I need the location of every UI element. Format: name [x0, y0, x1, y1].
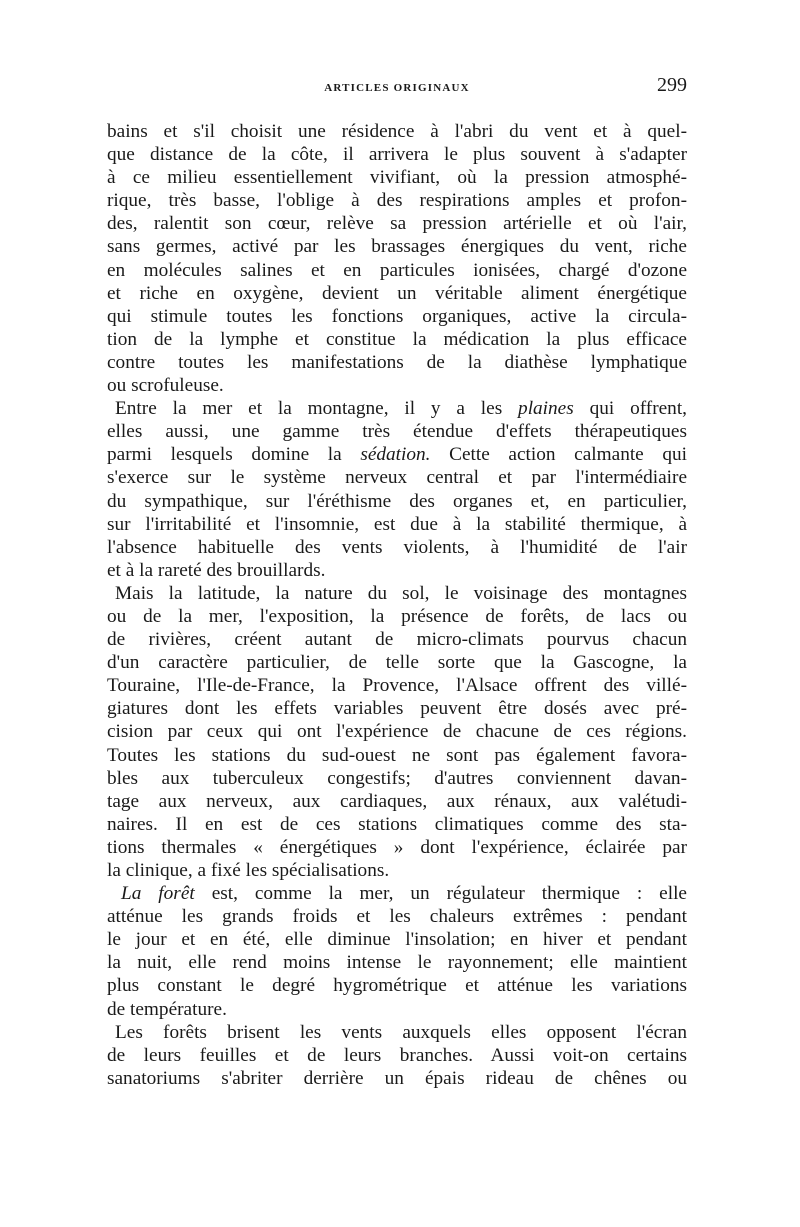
text-line: bains et s'il choisit une résidence à l'abri du vent et à quel-	[107, 121, 687, 142]
page-number: 299	[657, 74, 687, 96]
text-line: le jour et en été, elle diminue l'insolation; en hiver et pendant	[107, 929, 687, 951]
text-line: plus constant le degré hygrométrique et atténue les variations	[107, 975, 687, 997]
text-line: l'absence habituelle des vents violents, à l'humidité de l'air	[107, 536, 687, 558]
running-header	[107, 72, 687, 106]
text-line: sur l'irritabilité et l'insomnie, est due à la stabilité thermique, à	[107, 513, 687, 535]
text-line: d'un caractère particulier, de telle sorte que la Gascogne, la	[107, 652, 687, 674]
text-line: la clinique, a fixé les spécialisations.	[107, 860, 390, 881]
text-line: tions thermales « énergétiques » dont l'expérience, éclairée par	[107, 836, 687, 858]
header-title: ARTICLES ORIGINAUX	[324, 82, 470, 94]
text-segment: qui offrent,	[589, 398, 687, 420]
text-line: naires. Il en est de ces stations climatiques comme des sta-	[107, 813, 687, 835]
text-line: à ce milieu essentiellement vivifiant, où la pression atmosphé-	[107, 167, 687, 189]
text-line: en molécules salines et en particules ionisées, chargé d'ozone	[107, 259, 687, 281]
text-line: sanatoriums s'abriter derrière un épais rideau de chênes ou	[107, 1067, 687, 1089]
text-line: et riche en oxygène, devient un véritable aliment énergétique	[107, 282, 687, 304]
text-line: contre toutes les manifestations de la diathèse lymphatique	[107, 351, 687, 373]
text-line: cision par ceux qui ont l'expérience de chacune de ces régions.	[107, 721, 687, 743]
text-line: que distance de la côte, il arrivera le plus souvent à s'adapter	[107, 144, 687, 166]
text-line: bles aux tuberculeux congestifs; d'autres conviennent davan-	[107, 767, 687, 789]
text-line: des, ralentit son cœur, relève sa pression artérielle et où l'air,	[107, 213, 687, 235]
text-line: sans germes, activé par les brassages énergiques du vent, riche	[107, 236, 687, 258]
text-line: de température.	[107, 998, 227, 1020]
text-line: Touraine, l'Ile-de-France, la Provence, l'Alsace offrent des villé-	[107, 675, 687, 697]
text-line: ou de la mer, l'exposition, la présence de forêts, de lacs ou	[107, 605, 687, 627]
text-line: rique, très basse, l'oblige à des respirations amples et profon-	[107, 190, 687, 212]
article-body	[107, 120, 687, 1090]
text-line: tage aux nerveux, aux cardiaques, aux rénaux, aux valétudi-	[107, 790, 687, 812]
text-line: du sympathique, sur l'éréthisme des organes et, en particulier,	[107, 490, 687, 512]
text-line: de rivières, créent autant de micro-climats pourvus chacun	[107, 629, 687, 651]
text-line: atténue les grands froids et les chaleurs extrêmes : pendant	[107, 906, 687, 928]
text-line: Les forêts brisent les vents auxquels elles opposent l'écran	[115, 1021, 687, 1043]
text-line: elles aussi, une gamme très étendue d'effets thérapeutiques	[107, 421, 687, 443]
text-line	[107, 397, 687, 420]
text-line: giatures dont les effets variables peuvent être dosés avec pré-	[107, 698, 687, 720]
italic-term: plaines	[518, 398, 574, 420]
text-line: qui stimule toutes les fonctions organiques, active la circula-	[107, 305, 687, 327]
text-line: Mais la latitude, la nature du sol, le voisinage des montagnes	[115, 582, 687, 604]
text-line: Toutes les stations du sud-ouest ne sont pas également favora-	[107, 744, 687, 766]
text-segment: parmi lesquels domine la	[107, 444, 342, 466]
text-segment: Cette action calmante qui	[449, 444, 687, 466]
text-line: tion de la lymphe et constitue la médication la plus efficace	[107, 328, 687, 350]
text-line: et à la rareté des brouillards.	[107, 559, 326, 581]
text-line: ou scrofuleuse.	[107, 375, 224, 397]
italic-term: sédation.	[360, 444, 431, 466]
text-line: s'exerce sur le système nerveux central et par l'intermédiaire	[107, 467, 687, 489]
text-segment: Entre la mer et la montagne, il y a les	[115, 398, 503, 420]
text-segment: est, comme la mer, un régulateur thermique : elle	[211, 883, 687, 905]
document-page	[107, 72, 687, 1090]
text-line	[107, 882, 687, 905]
text-line: la nuit, elle rend moins intense le rayonnement; elle maintient	[107, 952, 687, 974]
italic-term: La forêt	[121, 883, 195, 905]
text-line	[107, 443, 687, 466]
text-line: de leurs feuilles et de leurs branches. Aussi voit-on certains	[107, 1044, 687, 1066]
